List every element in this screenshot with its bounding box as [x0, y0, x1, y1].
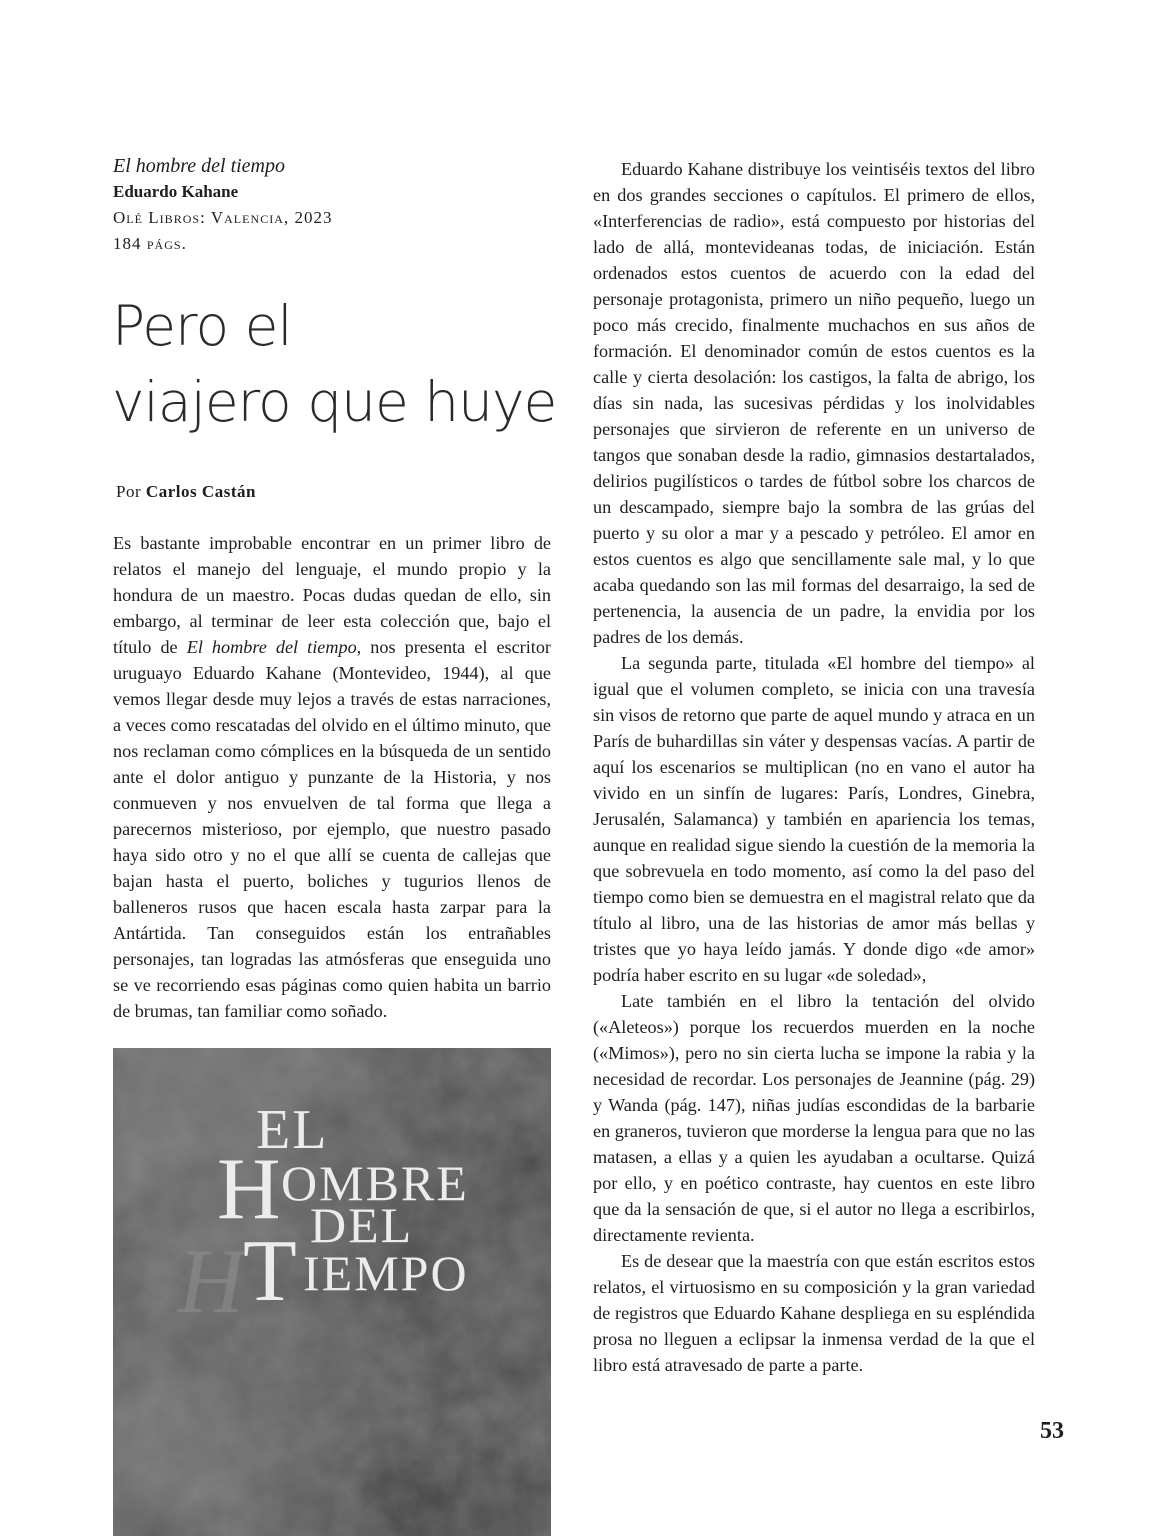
- byline-prefix: Por: [116, 482, 142, 501]
- page-number: 53: [1040, 1418, 1064, 1444]
- cover-word-hombre: OMBRE: [281, 1155, 469, 1211]
- body-paragraph: Es de desear que la maestría con que están escritos estos relatos, el virtuosismo en su composición y la gran variedad de registros que Eduardo Kahane despliega en su espléndida prosa no lleguen a eclipsar la inmensa verdad de la que el libro está atravesado de parte a parte.: [593, 1251, 1035, 1375]
- byline: [116, 482, 256, 502]
- cover-word-del: DEL: [310, 1197, 414, 1253]
- cover-word-el: EL: [256, 1099, 329, 1161]
- paragraph-text: , nos presenta el escritor uruguayo Eduardo Kahane (Montevideo, 1944), al que vemos llegar desde muy lejos a través de estas narraciones, a veces como rescatadas del olvido en el último minuto, que nos reclaman como cómplices en la búsqueda de un sentido ante el dolor antiguo y punzante de la Historia, y nos conmueven y nos envuelven de tal forma que llega a parecernos misterioso, por ejemplo, que nuestro pasado haya sido otro y no el que allí se cuenta de callejas que bajan hasta el puerto, boliches y tugurios llenos de balleneros rusos que hacen escala hasta zarpar para la Antártida. Tan conseguidos están los entrañables personajes, tan logradas las atmósferas que enseguida uno se ve recorriendo esas páginas como quien habita un barrio de brumas, tan familiar como soñado.: [113, 637, 551, 1021]
- book-pages: 184 págs.: [113, 234, 187, 253]
- book-author: Eduardo Kahane: [113, 182, 239, 201]
- book-cover-image: [113, 1048, 551, 1536]
- headline-line-1: Pero el: [112, 294, 292, 358]
- left-column: [113, 530, 551, 1024]
- paragraph-text: Es bastante improbable encontrar en un primer libro de relatos el manejo del lenguaje, el mundo propio y la hondura de un maestro. Pocas dudas quedan de ello, sin embargo, al terminar de leer esta colección que, bajo el título de: [113, 533, 551, 657]
- cover-ghost-initial: H: [178, 1230, 247, 1332]
- body-paragraph: Late también en el libro la tentación del olvido («Aleteos») porque los recuerdos muerden en la noche («Mimos»), pero no sin cierta lucha se impone la rabia y la necesidad de recordar. Los personajes de Jeannine (pág. 29) y Wanda (pág. 147), niñas judías escondidas de la barbarie en graneros, tuvieron que morderse la lengua para que no las matasen, a ellas y a quien les ayudaban a ocultarse. Quizá por ello, y en poético contraste, hay cuentos en este libro que da la sensación de que, si el autor no llega a escribirlos, directamente revienta.: [593, 991, 1035, 1245]
- body-paragraph: Eduardo Kahane distribuye los veintiséis textos del libro en dos grandes secciones o capítulos. El primero de ellos, «Interferencias de radio», está compuesto por historias del lado de allá, montevideanas todas, de iniciación. Están ordenados estos cuentos de acuerdo con la edad del personaje protagonista, primero un niño pequeño, luego un poco más crecido, finalmente muchachos en sus años de formación. El denominador común de estos cuentos es la calle y cierta desolación: los castigos, la falta de abrigo, los días sin nada, las sucesivas pérdidas y los inolvidables personajes que sirvieron de referente en un universo de tangos que sonaban desde la radio, gimnasios destartalados, delirios pugilísticos o tardes de fútbol sobre los charcos de un descampado, siempre bajo la sombra de las grúas del puerto y su olor a mar y a pescado y petróleo. El amor en estos cuentos es algo que sencillamente sale mal, y lo que acaba quedando son las mil formas del desarraigo, la sed de pertenencia, la ausencia de un padre, la envidia por los padres de los demás.: [593, 159, 1035, 647]
- headline-line-2: viajero que huye: [112, 370, 557, 434]
- body-paragraph: La segunda parte, titulada «El hombre del tiempo» al igual que el volumen completo, se inicia con una travesía sin visos de retorno que parte de aquel mundo y atraca en un París de buhardillas sin váter y despensas vacías. A partir de aquí los escenarios se multiplican (no en vano el autor ha vivido en un sinfín de lugares: París, Londres, Ginebra, Jerusalén, Salamanca) y también en apariencia los temas, aunque en realidad sigue siendo la cuestión de la memoria la que sobrevuela en todo momento, así como la del paso del tiempo como bien se demuestra en el magistral relato que da título al libro, una de las historias de amor más bellas y tristes que yo haya leído jamás. Y donde digo «de amor» podría haber escrito en su lugar «de soledad»,: [593, 653, 1035, 985]
- cover-word-tiempo: IEMPO: [303, 1245, 469, 1301]
- cover-title: [113, 1048, 551, 1536]
- cover-initial-h: H: [217, 1141, 283, 1238]
- book-title: El hombre del tiempo: [113, 155, 286, 177]
- cover-initial-t: T: [243, 1223, 299, 1320]
- article-headline: [112, 288, 572, 440]
- book-title-inline: El hombre del tiempo: [186, 637, 357, 657]
- book-publisher: Olé Libros: Valencia, 2023: [113, 208, 333, 227]
- right-column: [593, 156, 1035, 1378]
- book-info: [113, 153, 553, 257]
- byline-author: Carlos Castán: [145, 482, 256, 501]
- body-paragraph: [113, 530, 551, 1024]
